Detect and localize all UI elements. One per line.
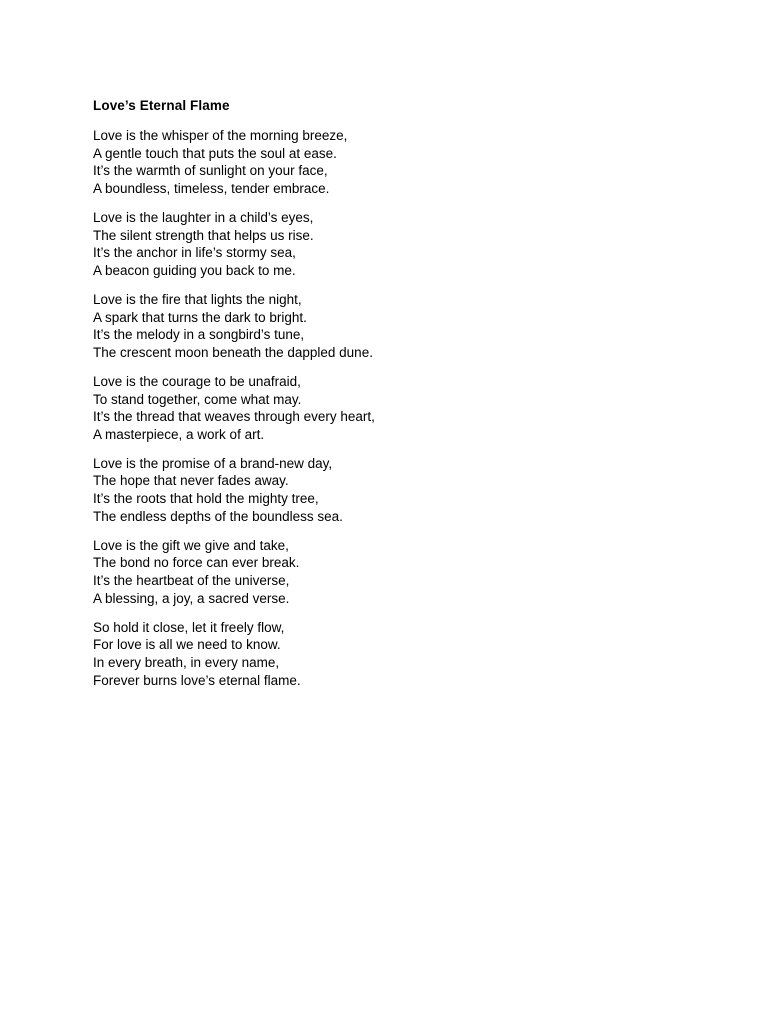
poem-line: Forever burns love’s eternal flame. bbox=[93, 672, 301, 688]
poem-line: The hope that never fades away. bbox=[93, 473, 289, 489]
poem-line: It’s the roots that hold the mighty tree, bbox=[93, 491, 319, 507]
stanza-3 bbox=[93, 291, 713, 361]
poem-line: It’s the heartbeat of the universe, bbox=[93, 573, 290, 589]
poem-line: For love is all we need to know. bbox=[93, 637, 281, 653]
poem-line: The endless depths of the boundless sea. bbox=[93, 508, 343, 524]
poem-line: It’s the warmth of sunlight on your face, bbox=[93, 163, 328, 179]
poem-line: It’s the thread that weaves through every heart, bbox=[93, 409, 375, 425]
poem-line: A masterpiece, a work of art. bbox=[93, 426, 265, 442]
poem-title: Love’s Eternal Flame bbox=[93, 98, 230, 113]
poem-line: In every breath, in every name, bbox=[93, 655, 280, 670]
poem-line: It’s the anchor in life’s stormy sea, bbox=[93, 245, 296, 261]
stanza-5 bbox=[93, 455, 713, 525]
poem-line: A beacon guiding you back to me. bbox=[93, 262, 296, 278]
stanza-2 bbox=[93, 209, 713, 279]
poem-line: Love is the courage to be unafraid, bbox=[93, 373, 301, 389]
poem-line: A boundless, timeless, tender embrace. bbox=[93, 180, 330, 196]
poem-line: Love is the laughter in a child’s eyes, bbox=[93, 209, 314, 225]
poem-line: Love is the promise of a brand-new day, bbox=[93, 455, 333, 471]
poem-line: A blessing, a joy, a sacred verse. bbox=[93, 590, 290, 606]
poem-line: The silent strength that helps us rise. bbox=[93, 227, 314, 243]
stanza-4 bbox=[93, 373, 713, 443]
poem-line: So hold it close, let it freely flow, bbox=[93, 619, 285, 635]
poem-line: A spark that turns the dark to bright. bbox=[93, 309, 307, 325]
poem-line: The bond no force can ever break. bbox=[93, 555, 300, 571]
poem-line: It’s the melody in a songbird’s tune, bbox=[93, 327, 305, 343]
poem-line: Love is the fire that lights the night, bbox=[93, 291, 302, 307]
document-page bbox=[93, 97, 713, 701]
stanza-1 bbox=[93, 127, 713, 197]
poem-line: A gentle touch that puts the soul at ease. bbox=[93, 145, 337, 161]
poem-line: To stand together, come what may. bbox=[93, 391, 302, 407]
poem-line: Love is the gift we give and take, bbox=[93, 537, 289, 553]
stanza-6 bbox=[93, 537, 713, 607]
poem-line: Love is the whisper of the morning breeze, bbox=[93, 128, 348, 143]
stanza-7 bbox=[93, 619, 713, 689]
poem-line: The crescent moon beneath the dappled dune. bbox=[93, 344, 373, 360]
